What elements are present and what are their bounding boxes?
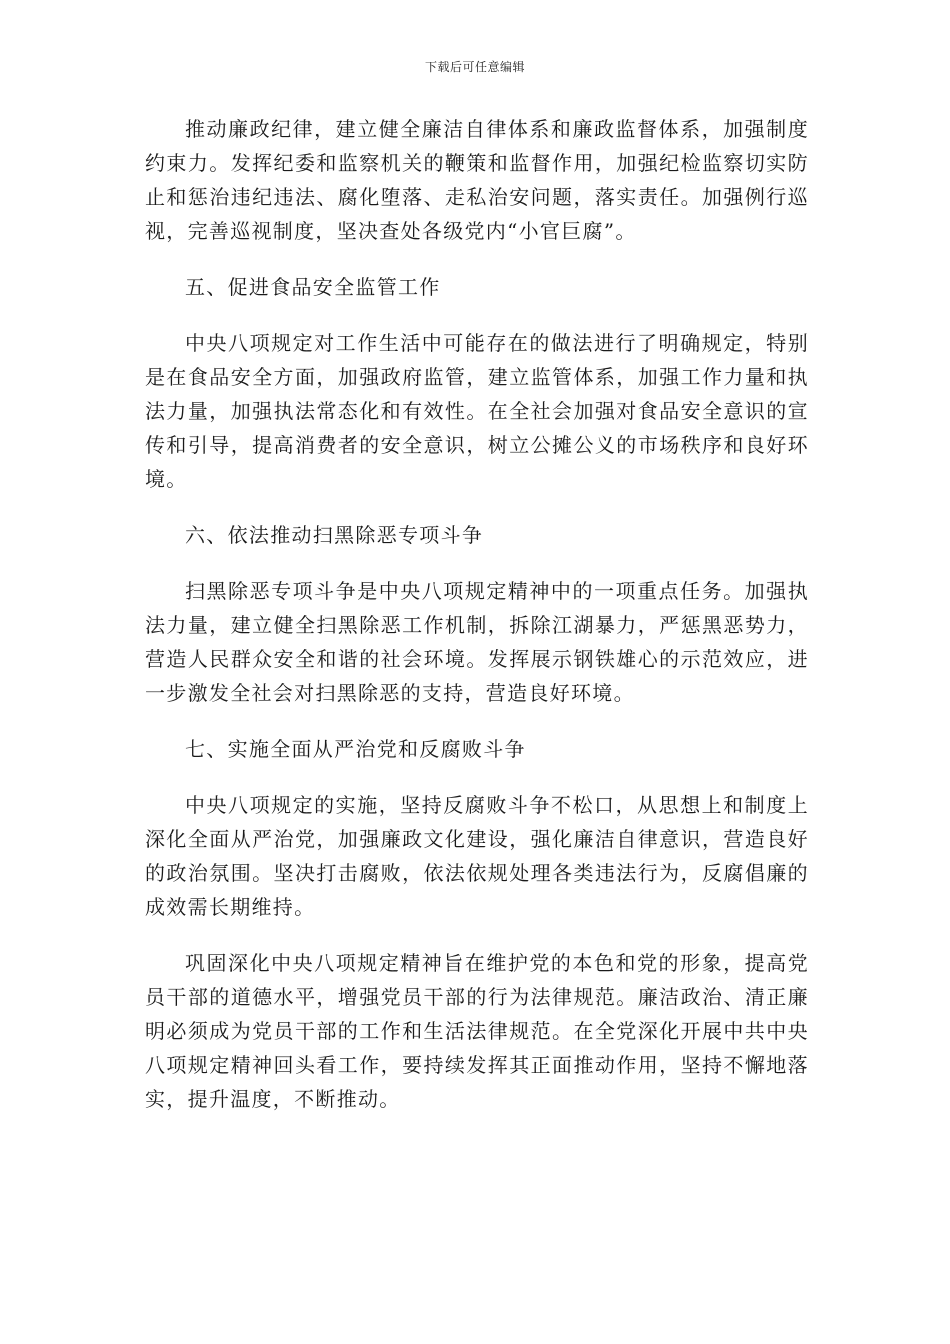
paragraph-anti-corruption: 中央八项规定的实施，坚持反腐败斗争不松口，从思想上和制度上深化全面从严治党，加强廉政文化建设，强化廉洁自律意识，营造良好的政治氛围。坚决打击腐败，依法依规处理各类违法行为，反腐倡廉的成效需长期维持。 xyxy=(145,793,809,919)
page-header-note: 下载后可任意编辑 xyxy=(424,60,525,74)
section-heading-anti-crime: 六、依法推动扫黑除恶专项斗争 xyxy=(185,523,484,547)
paragraph-food-safety: 中央八项规定对工作生活中可能存在的做法进行了明确规定，特别是在食品安全方面，加强政府监管，建立监管体系，加强工作力量和执法力量，加强执法常态化和有效性。在全社会加强对食品安全意识的宣传和引导，提高消费者的安全意识，树立公摊公义的市场秩序和良好环境。 xyxy=(145,331,809,491)
paragraph-anti-crime: 扫黑除恶专项斗争是中央八项规定精神中的一项重点任务。加强执法力量，建立健全扫黑除恶工作机制，拆除江湖暴力，严惩黑恶势力，营造人民群众安全和谐的社会环境。发挥展示钢铁雄心的示范效应，进一步激发全社会对扫黑除恶的支持，营造良好环境。 xyxy=(145,579,809,705)
paragraph-discipline: 推动廉政纪律，建立健全廉洁自律体系和廉政监督体系，加强制度约束力。发挥纪委和监察机关的鞭策和监督作用，加强纪检监察切实防止和惩治违纪违法、腐化堕落、走私治安问题，落实责任。加强例行巡视，完善巡视制度，坚决查处各级党内“小官巨腐”。 xyxy=(145,117,809,243)
section-heading-anti-corruption: 七、实施全面从严治党和反腐败斗争 xyxy=(185,737,526,761)
document-body xyxy=(145,112,809,1116)
section-heading-food-safety: 五、促进食品安全监管工作 xyxy=(185,275,441,299)
paragraph-conclusion: 巩固深化中央八项规定精神旨在维护党的本色和党的形象，提高党员干部的道德水平，增强党员干部的行为法律规范。廉洁政治、清正廉明必须成为党员干部的工作和生活法律规范。在全党深化开展中共中央八项规定精神回头看工作，要持续发挥其正面推动作用，坚持不懈地落实，提升温度，不断推动。 xyxy=(145,951,809,1111)
